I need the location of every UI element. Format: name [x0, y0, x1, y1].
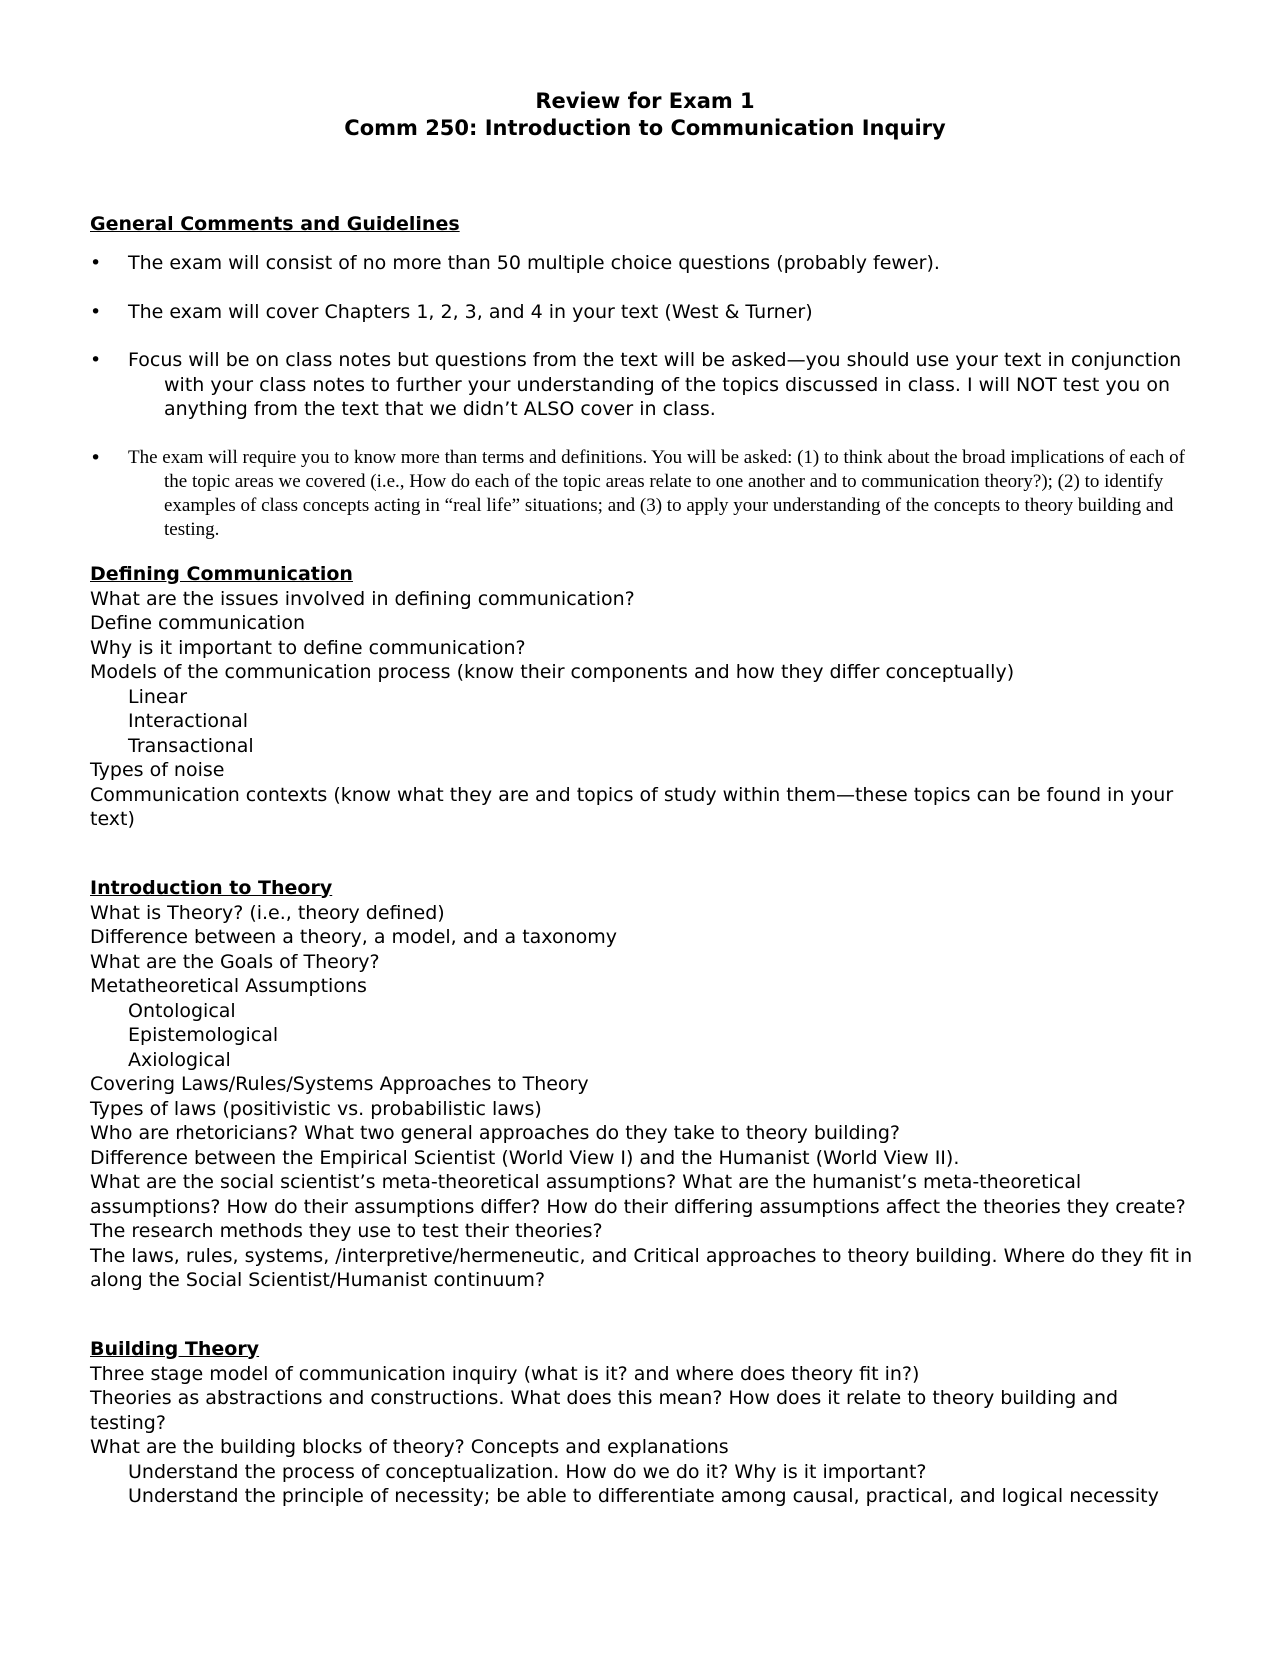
list-item: Epistemological [128, 1024, 279, 1046]
list-item: Linear [128, 685, 188, 708]
list-item: Communication contexts (know what they are and topics of study within them—these topics can be found in your text) [90, 783, 1174, 830]
list-item: Interactional [128, 710, 249, 732]
list-item-text: The exam will require you to know more than terms and definitions. You will be asked: (1) to think about the broad implications of each of the topic areas we covered (i.e., How do each of the topic areas relate to one another and to communication theory?); (2) to identify examples of class concepts acting in “real life” situations; and (3) to apply your understanding of the concepts to theory building and testing. [128, 446, 1185, 540]
document-subtitle: Comm 250: Introduction to Communication Inquiry [344, 116, 946, 140]
list-item-text: Focus will be on class notes but questions from the text will be asked—you should use your text in conjunction with your class notes to further your understanding of the topics discussed in class. I will NOT test you on anything from the text that we didn’t ALSO cover in class. [128, 349, 1182, 420]
list-item [90, 251, 1200, 276]
list-item [90, 300, 1200, 325]
bullet-icon: • [90, 446, 102, 469]
list-item: What is Theory? (i.e., theory defined) [90, 901, 445, 924]
list-item: Understand the process of conceptualization. How do we do it? Why is it important? [128, 1460, 927, 1483]
list-item: Transactional [128, 734, 254, 757]
list-item [90, 446, 1200, 542]
list-item: Models of the communication process (know their components and how they differ conceptually) [90, 661, 1015, 683]
list-item: Types of noise [90, 759, 225, 781]
guidelines-list [90, 251, 1200, 542]
bullet-icon: • [90, 349, 102, 371]
section-heading-defining: Defining Communication [90, 562, 353, 585]
bullet-icon: • [90, 252, 102, 274]
list-item: What are the building blocks of theory? Concepts and explanations [90, 1436, 729, 1458]
building-list [90, 1362, 1200, 1509]
list-item: Covering Laws/Rules/Systems Approaches to Theory [90, 1073, 589, 1095]
list-item: The laws, rules, systems, /interpretive/hermeneutic, and Critical approaches to theory building. Where do they fit in along the Social Scientist/Humanist continuum? [90, 1244, 1193, 1291]
list-item [90, 348, 1200, 422]
list-item: Types of laws (positivistic vs. probabilistic laws) [90, 1097, 542, 1120]
list-item-text: The exam will consist of no more than 50 multiple choice questions (probably fewer). [128, 252, 940, 274]
list-item: Ontological [128, 999, 236, 1022]
section-heading-general: General Comments and Guidelines [90, 213, 460, 235]
intro-theory-list [90, 901, 1200, 1293]
list-item: What are the issues involved in defining communication? [90, 587, 635, 610]
list-item: Axiological [128, 1048, 231, 1071]
bullet-icon: • [90, 300, 102, 323]
list-item: Three stage model of communication inquiry (what is it? and where does theory fit in?) [90, 1362, 920, 1385]
list-item: Define communication [90, 612, 305, 634]
list-item: Difference between the Empirical Scientist (World View I) and the Humanist (World View II). [90, 1146, 960, 1169]
defining-list [90, 587, 1200, 832]
section-heading-intro-theory: Introduction to Theory [90, 876, 333, 899]
list-item: Difference between a theory, a model, and a taxonomy [90, 926, 617, 948]
list-item: Theories as abstractions and constructions. What does this mean? How does it relate to theory building and testing? [90, 1387, 1119, 1434]
section-heading-building: Building Theory [90, 1337, 260, 1360]
list-item: What are the social scientist’s meta-theoretical assumptions? What are the humanist’s meta-theoretical assumptions? How do their assumptions differ? How do their differing assumptions affect the theories they create? The research methods they use to test their theories? [90, 1171, 1186, 1242]
document-title: Review for Exam 1 [535, 89, 755, 113]
list-item: Who are rhetoricians? What two general approaches do they take to theory building? [90, 1122, 901, 1144]
list-item: Metatheoretical Assumptions [90, 975, 367, 997]
list-item: Why is it important to define communication? [90, 636, 526, 659]
list-item: What are the Goals of Theory? [90, 950, 380, 973]
list-item: Understand the principle of necessity; be able to differentiate among causal, practical, and logical necessity [128, 1485, 1159, 1507]
document-page [90, 88, 1200, 1509]
list-item-text: The exam will cover Chapters 1, 2, 3, and 4 in your text (West & Turner) [128, 300, 813, 323]
